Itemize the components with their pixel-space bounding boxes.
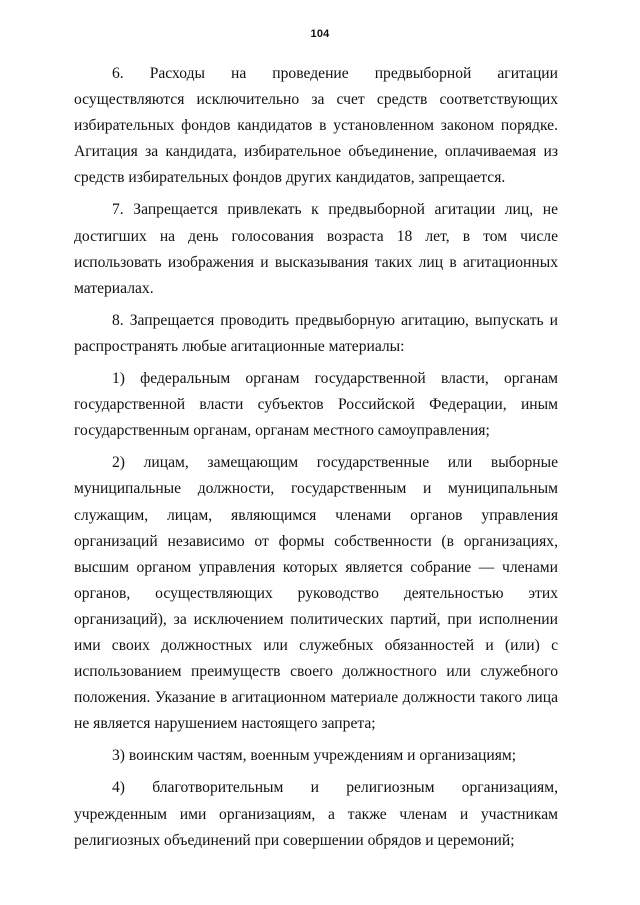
list-item-4-charitable-religious: 4) благотворительным и религиозным организациям, учрежденным ими организациям, а также членам и участникам религиозных объединений при совершении обрядов и церемоний; — [74, 779, 558, 849]
list-item-1-state-bodies: 1) федеральным органам государственной власти, органам государственной власти субъектов Российской Федерации, иным государственным органам, органам местного самоуправления; — [74, 370, 558, 440]
paragraph-7-minors-ban: 7. Запрещается привлекать к предвыборной агитации лиц, не достигших на день голосования возраста 18 лет, в том числе использовать изображения и высказывания таких лиц в агитационных материалах. — [74, 201, 558, 297]
list-item-2-officials: 2) лицам, замещающим государственные или выборные муниципальные должности, государственным и муниципальным служащим, лицам, являющимся членами органов управления организаций независимо от формы собственности (в организациях, высшим органом управления которых является собрание — членами органов, осуществляющих руководство деятельностью этих организаций), за исключением политических партий, при исполнении ими своих должностных или служебных обязанностей и (или) с использованием преимуществ своего должностного или служебного положения. Указание в агитационном материале должности такого лица не является нарушением настоящего запрета; — [74, 454, 558, 733]
document-body — [74, 61, 558, 854]
page-number: 104 — [310, 28, 330, 40]
paragraph-8-prohibited-campaigning: 8. Запрещается проводить предвыборную агитацию, выпускать и распространять любые агитационные материалы: — [74, 311, 558, 355]
paragraph-6-campaign-expenses: 6. Расходы на проведение предвыборной агитации осуществляются исключительно за счет средств соответствующих избирательных фондов кандидатов в установленном законом порядке. Агитация за кандидата, избирательное объединение, оплачиваемая из средств избирательных фондов других кандидатов, запрещается. — [74, 65, 558, 187]
list-item-3-military: 3) воинским частям, военным учреждениям и организациям; — [112, 747, 517, 765]
